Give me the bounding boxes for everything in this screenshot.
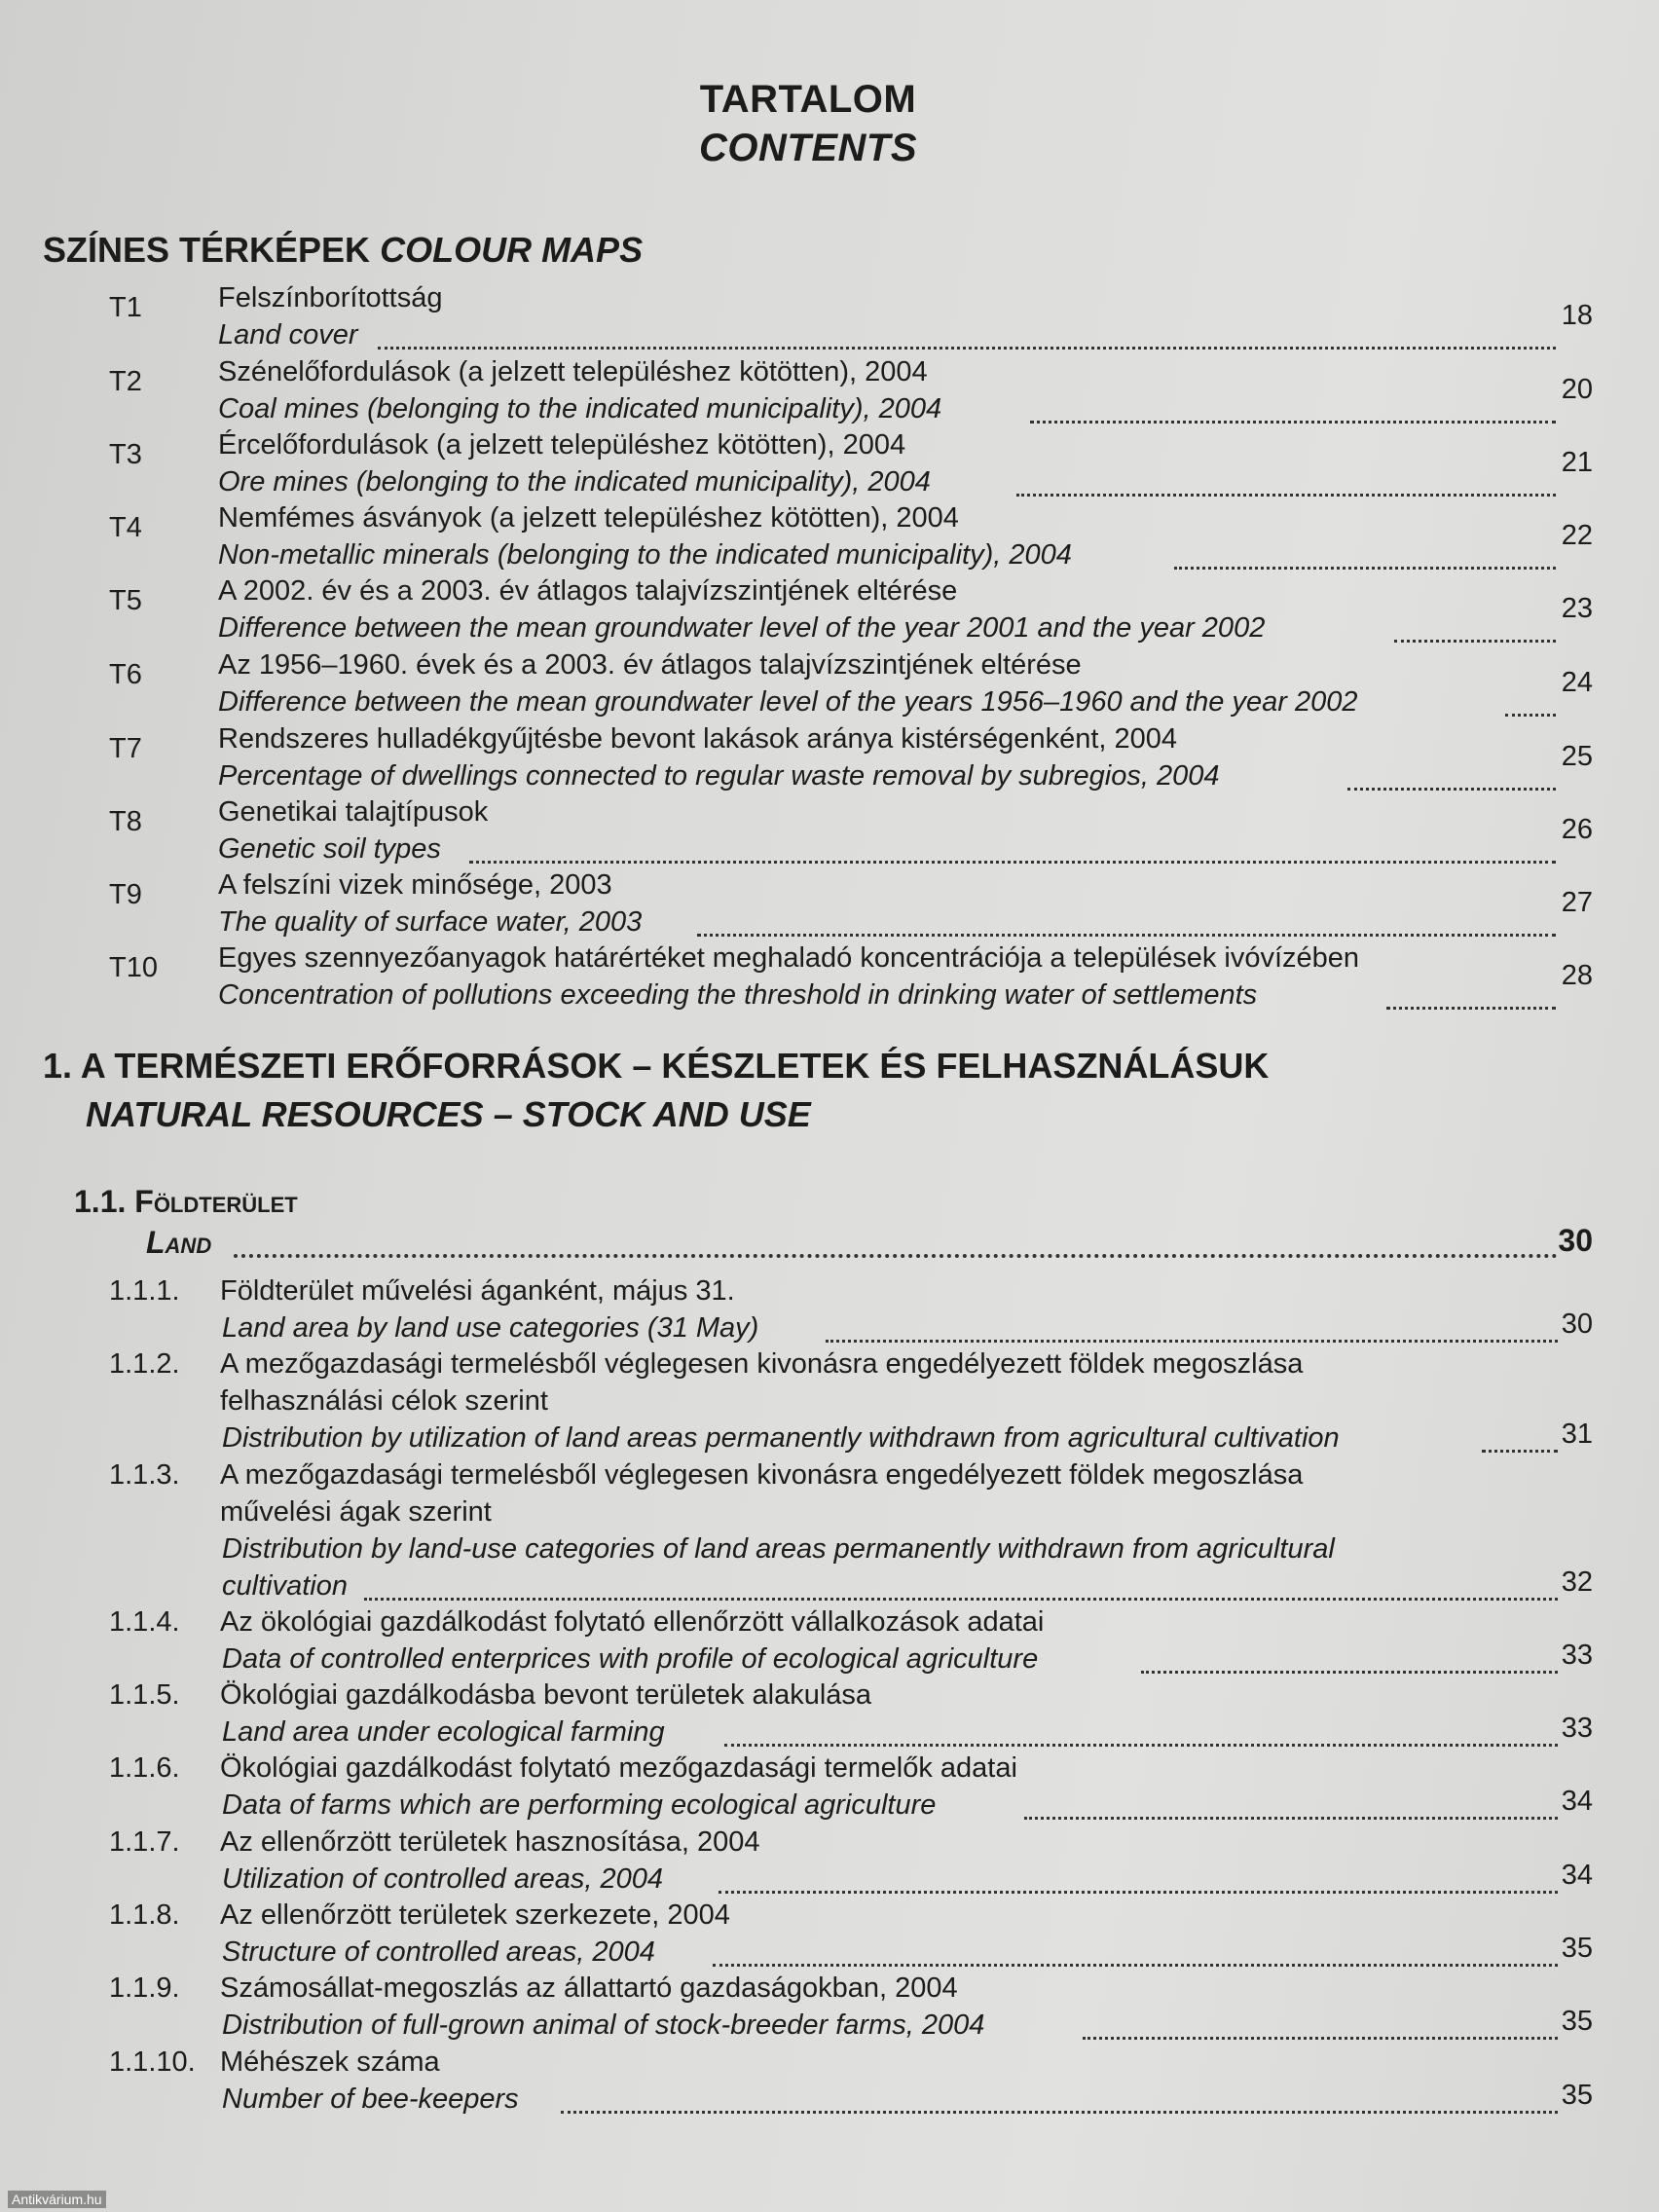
entry-number: 1.1.5. bbox=[109, 1679, 180, 1711]
entry-title-hu: Ökológiai gazdálkodásba bevont területek alakulása bbox=[220, 1679, 872, 1711]
watermark: Antikvárium.hu bbox=[8, 2191, 106, 2208]
colour-map-title-en: The quality of surface water, 2003 bbox=[218, 906, 643, 938]
entry-number: 1.1.6. bbox=[109, 1752, 180, 1784]
entry-page: 35 bbox=[1561, 1933, 1593, 1964]
leader-dots bbox=[378, 347, 1556, 350]
entry-page: 34 bbox=[1561, 1860, 1593, 1891]
colour-map-page: 28 bbox=[1561, 960, 1593, 991]
entry-number: 1.1.2. bbox=[109, 1348, 180, 1380]
colour-map-page: 24 bbox=[1561, 667, 1593, 698]
entry-title-en: Distribution by utilization of land areas permanently withdrawn from agricultural cultivation bbox=[222, 1422, 1340, 1454]
section-1-1-page: 30 bbox=[1558, 1223, 1593, 1258]
entry-title-hu: Földterület művelési áganként, május 31. bbox=[220, 1275, 735, 1307]
entry-title-en: Distribution by land-use categories of land areas permanently withdrawn from agricultural bbox=[222, 1533, 1335, 1565]
leader-dots bbox=[713, 1964, 1558, 1967]
colour-map-number: T4 bbox=[109, 512, 142, 543]
entry-title-en: cultivation bbox=[222, 1570, 348, 1602]
title-en: CONTENTS bbox=[699, 127, 917, 169]
leader-dots bbox=[719, 1891, 1558, 1894]
entry-title-en: Land area by land use categories (31 May) bbox=[222, 1312, 759, 1344]
leader-dots bbox=[364, 1598, 1558, 1601]
colour-map-title-hu: A 2002. év és a 2003. év átlagos talajvízszintjének eltérése bbox=[218, 575, 958, 607]
colour-map-title-hu: Az 1956–1960. évek és a 2003. év átlagos talajvízszintjének eltérése bbox=[218, 649, 1082, 681]
colour-map-title-en: Land cover bbox=[218, 319, 358, 350]
leader-dots bbox=[1024, 1817, 1558, 1820]
entry-number: 1.1.7. bbox=[109, 1826, 180, 1858]
colour-map-page: 23 bbox=[1561, 593, 1593, 624]
entry-title-hu: A mezőgazdasági termelésből véglegesen kivonásra engedélyezett földek megoszlása bbox=[220, 1348, 1304, 1380]
entry-page: 33 bbox=[1561, 1640, 1593, 1671]
leader-dots bbox=[1016, 494, 1556, 497]
colour-map-title-hu: Rendszeres hulladékgyűjtésbe bevont lakások aránya kistérségenként, 2004 bbox=[218, 723, 1178, 755]
colour-map-title-en: Ore mines (belonging to the indicated municipality), 2004 bbox=[218, 466, 931, 498]
colour-map-title-hu: Ércelőfordulások (a jelzett településhez kötötten), 2004 bbox=[218, 429, 906, 461]
entry-number: 1.1.8. bbox=[109, 1899, 180, 1931]
entry-title-hu: Méhészek száma bbox=[220, 2046, 440, 2078]
entry-page: 33 bbox=[1561, 1713, 1593, 1744]
colour-map-page: 27 bbox=[1561, 887, 1593, 918]
colour-map-number: T6 bbox=[109, 659, 142, 690]
section-1-1-title: 1.1. Földterület bbox=[74, 1184, 298, 1219]
entry-number: 1.1.10. bbox=[109, 2046, 196, 2078]
leader-dots bbox=[1083, 2037, 1558, 2040]
entry-page: 32 bbox=[1561, 1567, 1593, 1598]
entry-title-hu: Az ellenőrzött területek hasznosítása, 2004 bbox=[220, 1826, 760, 1858]
entry-page: 30 bbox=[1561, 1309, 1593, 1340]
leader-dots bbox=[1030, 421, 1556, 424]
entry-title-en: Land area under ecological farming bbox=[222, 1716, 665, 1748]
entry-number: 1.1.1. bbox=[109, 1275, 180, 1307]
colour-map-number: T5 bbox=[109, 585, 142, 616]
colour-map-page: 21 bbox=[1561, 447, 1593, 478]
section-1-1-title-en: Land bbox=[146, 1225, 212, 1260]
colour-map-page: 20 bbox=[1561, 374, 1593, 405]
colour-map-number: T10 bbox=[109, 952, 158, 983]
entry-page: 31 bbox=[1561, 1419, 1593, 1450]
entry-number: 1.1.3. bbox=[109, 1459, 180, 1491]
chapter1-heading-en: NATURAL RESOURCES – STOCK AND USE bbox=[86, 1094, 811, 1134]
entry-title-hu: művelési ágak szerint bbox=[220, 1496, 492, 1528]
leader-dots bbox=[826, 1340, 1558, 1343]
colour-map-number: T3 bbox=[109, 439, 142, 470]
entry-title-hu: Az ellenőrzött területek szerkezete, 2004 bbox=[220, 1899, 730, 1931]
colour-map-title-en: Coal mines (belonging to the indicated municipality), 2004 bbox=[218, 393, 942, 424]
entry-title-hu: felhasználási célok szerint bbox=[220, 1385, 548, 1417]
colour-map-page: 25 bbox=[1561, 741, 1593, 772]
colour-map-title-en: Genetic soil types bbox=[218, 833, 441, 865]
colour-map-title-en: Difference between the mean groundwater level of the year 2001 and the year 2002 bbox=[218, 612, 1266, 644]
colour-map-title-hu: Genetikai talajtípusok bbox=[218, 796, 489, 828]
entry-page: 35 bbox=[1561, 2006, 1593, 2037]
entry-title-hu: Számosállat-megoszlás az állattartó gazdaságokban, 2004 bbox=[220, 1972, 958, 2004]
colour-map-number: T7 bbox=[109, 733, 142, 764]
colour-map-number: T9 bbox=[109, 879, 142, 910]
colour-map-title-en: Concentration of pollutions exceeding the threshold in drinking water of settlements bbox=[218, 979, 1258, 1011]
colour-map-title-hu: Egyes szennyezőanyagok határértéket meghaladó koncentrációja a települések ivóvízében bbox=[218, 942, 1360, 974]
colour-map-page: 22 bbox=[1561, 520, 1593, 551]
colour-map-page: 18 bbox=[1561, 300, 1593, 331]
entry-title-en: Data of farms which are performing ecological agriculture bbox=[222, 1789, 937, 1821]
leader-dots bbox=[1174, 567, 1556, 570]
colour-maps-heading: SZÍNES TÉRKÉPEK COLOUR MAPS bbox=[43, 230, 644, 270]
colour-map-title-hu: Felszínborítottság bbox=[218, 282, 443, 313]
leader-dots bbox=[1482, 1450, 1558, 1453]
leader-dots bbox=[561, 2111, 1558, 2114]
colour-map-number: T1 bbox=[109, 292, 142, 323]
entry-title-en: Distribution of full-grown animal of stock-breeder farms, 2004 bbox=[222, 2009, 985, 2041]
chapter1-heading-hu: 1. A TERMÉSZETI ERŐFORRÁSOK – KÉSZLETEK ÉS FELHASZNÁLÁSUK bbox=[43, 1046, 1270, 1086]
leader-dots bbox=[1386, 1007, 1556, 1010]
leader-dots bbox=[1505, 714, 1556, 717]
entry-page: 35 bbox=[1561, 2080, 1593, 2111]
entry-page: 34 bbox=[1561, 1786, 1593, 1817]
title-hu: TARTALOM bbox=[699, 78, 917, 121]
entry-title-en: Structure of controlled areas, 2004 bbox=[222, 1936, 655, 1968]
entry-title-hu: A mezőgazdasági termelésből véglegesen kivonásra engedélyezett földek megoszlása bbox=[220, 1459, 1304, 1491]
leader-dots bbox=[724, 1744, 1558, 1747]
entry-title-hu: Ökológiai gazdálkodást folytató mezőgazdasági termelők adatai bbox=[220, 1752, 1017, 1784]
leader-dots bbox=[1347, 788, 1556, 791]
entry-number: 1.1.4. bbox=[109, 1606, 180, 1638]
colour-map-title-en: Difference between the mean groundwater level of the years 1956–1960 and the year 2002 bbox=[218, 686, 1358, 718]
entry-title-en: Data of controlled enterprices with profile of ecological agriculture bbox=[222, 1643, 1039, 1675]
leader-dots bbox=[1394, 640, 1556, 643]
colour-map-title-en: Non-metallic minerals (belonging to the indicated municipality), 2004 bbox=[218, 539, 1072, 571]
colour-map-title-hu: Szénelőfordulások (a jelzett településhez kötötten), 2004 bbox=[218, 356, 928, 387]
leader-dots bbox=[234, 1254, 1558, 1258]
colour-map-page: 26 bbox=[1561, 814, 1593, 845]
leader-dots bbox=[1141, 1671, 1558, 1674]
entry-title-en: Number of bee-keepers bbox=[222, 2083, 519, 2115]
leader-dots bbox=[469, 861, 1556, 864]
colour-map-title-hu: A felszíni vizek minősége, 2003 bbox=[218, 869, 612, 901]
entry-title-en: Utilization of controlled areas, 2004 bbox=[222, 1863, 663, 1895]
colour-map-title-hu: Nemfémes ásványok (a jelzett településhez kötötten), 2004 bbox=[218, 502, 959, 534]
entry-number: 1.1.9. bbox=[109, 1972, 180, 2004]
entry-title-hu: Az ökológiai gazdálkodást folytató ellenőrzött vállalkozások adatai bbox=[220, 1606, 1045, 1638]
colour-map-title-en: Percentage of dwellings connected to regular waste removal by subregios, 2004 bbox=[218, 760, 1220, 792]
leader-dots bbox=[697, 934, 1556, 937]
colour-map-number: T8 bbox=[109, 806, 142, 837]
colour-map-number: T2 bbox=[109, 366, 142, 397]
